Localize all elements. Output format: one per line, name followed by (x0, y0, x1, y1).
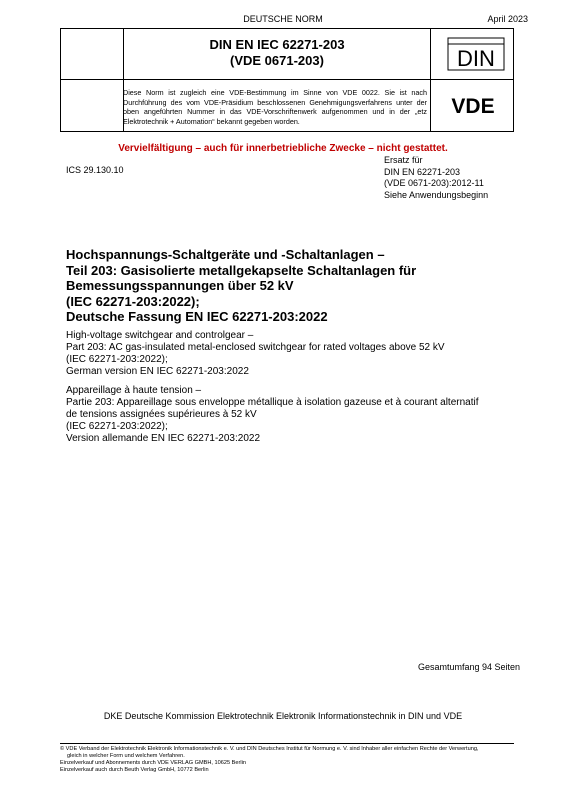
footer-divider (60, 743, 514, 744)
copy-warning: Vervielfältigung – auch für innerbetriebliche Zwecke – nicht gestattet. (118, 143, 448, 154)
standard-number: DIN EN IEC 62271-203 (209, 37, 345, 52)
english-title (66, 330, 516, 378)
title-line: Deutsche Fassung EN IEC 62271-203:2022 (66, 309, 328, 324)
title-line: (IEC 62271-203:2022); (66, 421, 168, 432)
title-line: Partie 203: Appareillage sous enveloppe métallique à isolation gazeuse et à courant alternatif (66, 397, 479, 408)
title-line: Bemessungsspannungen über 52 kV (66, 278, 294, 293)
vde-regulation-note: Diese Norm ist zugleich eine VDE-Bestimmung im Sinne von VDE 0022. Sie ist nach Durchführung des vom VDE-Präsidium beschlossenen Genehmigungsverfahrens unter der oben angeführten Nummer in das VDE-Vorschriftenwerk aufgenommen und in der „etz Elektrotechnik + Automation“ bekannt gegeben worden. (123, 88, 427, 126)
replacement-info (384, 155, 488, 201)
din-logo (447, 37, 505, 71)
total-page-count: Gesamtumfang 94 Seiten (417, 662, 520, 672)
vde-note-box (60, 80, 514, 132)
sales-line: Einzelverkauf und Abonnements durch VDE VERLAG GMBH, 10625 Berlin (60, 760, 246, 766)
title-line: Part 203: AC gas-insulated metal-enclosed switchgear for rated voltages above 52 kV (66, 342, 445, 353)
title-line: Teil 203: Gasisolierte metallgekapselte Schaltanlagen für (66, 262, 417, 278)
title-line: (IEC 62271-203:2022); (66, 293, 200, 309)
title-line: Version allemande EN IEC 62271-203:2022 (66, 433, 261, 444)
french-title (66, 385, 526, 445)
standard-header-box (60, 28, 514, 80)
replaced-vde-number: (VDE 0671-203):2012-11 (384, 178, 484, 188)
ics-code: ICS 29.130.10 (66, 165, 124, 175)
title-line: High-voltage switchgear and controlgear – (66, 330, 254, 341)
document-type-label: DEUTSCHE NORM (243, 14, 323, 24)
title-line: German version EN IEC 62271-203:2022 (66, 366, 249, 377)
copyright-line: gleich in welcher Form und welchem Verfahren. (67, 753, 185, 759)
sales-line: Einzelverkauf auch durch Beuth Verlag GmbH, 10772 Berlin (60, 767, 209, 773)
title-line: Appareillage à haute tension – (66, 385, 202, 396)
german-title (66, 247, 526, 325)
vde-logo-text: VDE (451, 95, 495, 116)
standard-number-title (123, 37, 431, 69)
publication-date: April 2023 (487, 14, 528, 24)
copyright-footer (60, 746, 540, 774)
replaced-standard: DIN EN 62271-203 (384, 166, 461, 177)
din-logo-text: DIN (457, 46, 495, 71)
vde-logo (441, 94, 505, 116)
vde-number: (VDE 0671-203) (230, 53, 324, 68)
copyright-line: © VDE Verband der Elektrotechnik Elektronik Informationstechnik e. V. und DIN Deutsches Institut für Normung e. V. sind Inhaber aller einfachen Rechte der Verwertung, (60, 746, 479, 752)
dke-commission-line: DKE Deutsche Kommission Elektrotechnik Elektronik Informationstechnik in DIN und VDE (103, 711, 463, 721)
title-line: de tensions assignées supérieures à 52 kV (66, 409, 257, 420)
title-line: (IEC 62271-203:2022); (66, 354, 168, 365)
title-line: Hochspannungs-Schaltgeräte und -Schaltanlagen – (66, 247, 385, 262)
start-of-application-note: Siehe Anwendungsbeginn (384, 189, 489, 200)
replacement-label: Ersatz für (384, 155, 423, 165)
